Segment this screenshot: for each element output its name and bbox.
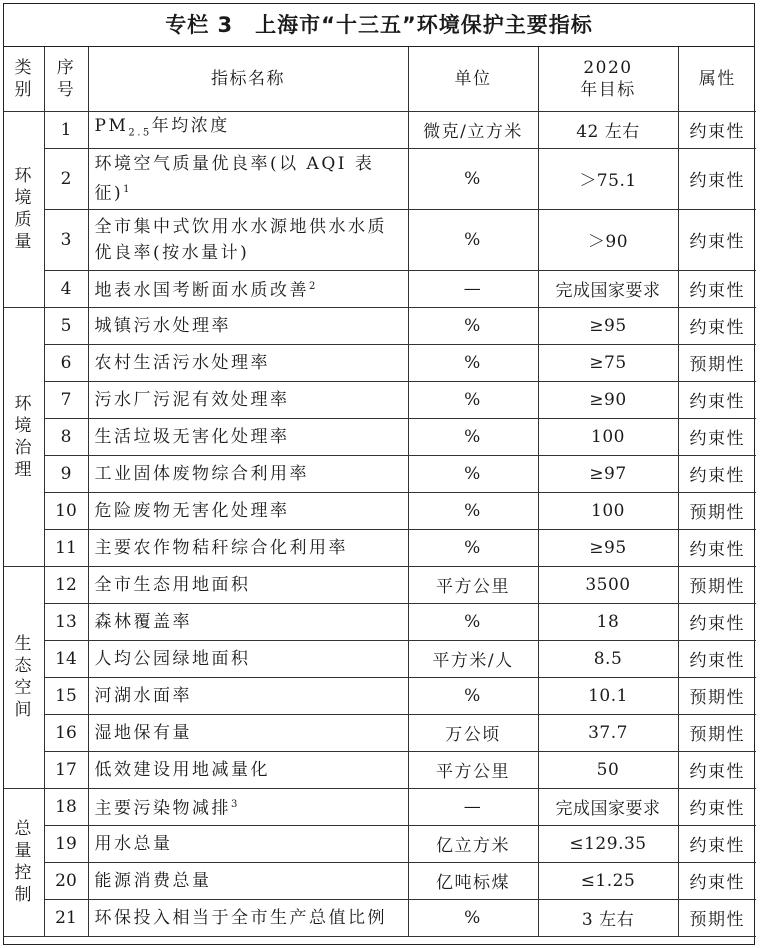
row-name: 工业固体废物综合利用率	[88, 455, 408, 492]
panel-title: 专栏 3 上海市“十三五”环境保护主要指标	[4, 4, 754, 47]
row-target: 18	[538, 603, 678, 640]
table-row	[4, 307, 756, 344]
row-name: 低效建设用地减量化	[88, 751, 408, 788]
row-attribute: 约束性	[678, 455, 756, 492]
row-attribute: 预期性	[678, 677, 756, 714]
row-target: 37.7	[538, 714, 678, 751]
table-row	[4, 148, 756, 209]
row-name: 污水厂污泥有效处理率	[88, 381, 408, 418]
row-attribute: 预期性	[678, 899, 756, 936]
table-row	[4, 455, 756, 492]
row-index: 13	[44, 603, 88, 640]
table-row	[4, 344, 756, 381]
row-unit: 微克/立方米	[408, 111, 538, 148]
table-row	[4, 788, 756, 825]
header-target: 2020 年目标	[538, 47, 678, 111]
row-index: 11	[44, 529, 88, 566]
row-unit: %	[408, 455, 538, 492]
table-row	[4, 529, 756, 566]
row-name: 城镇污水处理率	[88, 307, 408, 344]
row-attribute: 约束性	[678, 529, 756, 566]
row-attribute: 约束性	[678, 209, 756, 270]
row-index: 21	[44, 899, 88, 936]
row-target: ≥97	[538, 455, 678, 492]
row-name: 主要污染物减排$^3$	[88, 788, 408, 825]
row-target: ＞75.1	[538, 148, 678, 209]
row-target: 完成国家要求	[538, 788, 678, 825]
row-unit: %	[408, 529, 538, 566]
row-index: 10	[44, 492, 88, 529]
row-target: 10.1	[538, 677, 678, 714]
row-attribute: 约束性	[678, 603, 756, 640]
category-env-quality: 环境质量	[4, 111, 44, 307]
header-unit: 单位	[408, 47, 538, 111]
row-index: 2	[44, 148, 88, 209]
row-unit: %	[408, 344, 538, 381]
row-index: 7	[44, 381, 88, 418]
category-eco-space: 生态空间	[4, 566, 44, 788]
row-name: 全市集中式饮用水水源地供水水质优良率(按水量计)	[88, 209, 408, 270]
row-unit: 平方公里	[408, 566, 538, 603]
header-row	[4, 47, 756, 111]
row-unit: %	[408, 418, 538, 455]
table-row	[4, 862, 756, 899]
row-unit: 万公顷	[408, 714, 538, 751]
row-unit: %	[408, 899, 538, 936]
row-target: ≥95	[538, 307, 678, 344]
row-target: 100	[538, 492, 678, 529]
row-name: 农村生活污水处理率	[88, 344, 408, 381]
row-index: 16	[44, 714, 88, 751]
table-row	[4, 111, 756, 148]
row-name: 用水总量	[88, 825, 408, 862]
row-unit: —	[408, 788, 538, 825]
table-row	[4, 825, 756, 862]
indicator-panel	[3, 3, 755, 945]
row-target: ≥75	[538, 344, 678, 381]
row-index: 19	[44, 825, 88, 862]
row-unit: %	[408, 307, 538, 344]
header-attribute: 属性	[678, 47, 756, 111]
row-unit: %	[408, 677, 538, 714]
row-target: ≥95	[538, 529, 678, 566]
row-unit: %	[408, 381, 538, 418]
table-row	[4, 603, 756, 640]
row-index: 15	[44, 677, 88, 714]
row-index: 1	[44, 111, 88, 148]
table-bottom-margin	[4, 937, 754, 944]
row-index: 8	[44, 418, 88, 455]
row-unit: %	[408, 603, 538, 640]
row-unit: %	[408, 492, 538, 529]
indicator-table	[4, 47, 756, 937]
table-row	[4, 270, 756, 307]
row-attribute: 预期性	[678, 566, 756, 603]
header-name: 指标名称	[88, 47, 408, 111]
table-row	[4, 418, 756, 455]
row-target: ≤1.25	[538, 862, 678, 899]
row-target: 完成国家要求	[538, 270, 678, 307]
row-index: 18	[44, 788, 88, 825]
table-row	[4, 209, 756, 270]
row-name: $PM_{2.5}$年均浓度	[88, 111, 408, 148]
row-unit: 亿吨标煤	[408, 862, 538, 899]
row-index: 20	[44, 862, 88, 899]
table-row	[4, 751, 756, 788]
row-attribute: 约束性	[678, 751, 756, 788]
row-attribute: 约束性	[678, 270, 756, 307]
row-target: 50	[538, 751, 678, 788]
row-unit: %	[408, 209, 538, 270]
table-row	[4, 640, 756, 677]
row-name: 主要农作物秸秆综合化利用率	[88, 529, 408, 566]
row-attribute: 预期性	[678, 714, 756, 751]
row-attribute: 约束性	[678, 418, 756, 455]
row-attribute: 预期性	[678, 492, 756, 529]
row-name: 河湖水面率	[88, 677, 408, 714]
row-unit: 平方公里	[408, 751, 538, 788]
row-attribute: 约束性	[678, 862, 756, 899]
table-row	[4, 899, 756, 936]
row-unit: 亿立方米	[408, 825, 538, 862]
row-target: 42 左右	[538, 111, 678, 148]
row-name: 环境空气质量优良率(以 AQI 表征)$^1$	[88, 148, 408, 209]
row-index: 17	[44, 751, 88, 788]
row-index: 5	[44, 307, 88, 344]
row-unit: 平方米/人	[408, 640, 538, 677]
row-name: 湿地保有量	[88, 714, 408, 751]
row-name: 能源消费总量	[88, 862, 408, 899]
header-index: 序号	[44, 47, 88, 111]
row-target: ≥90	[538, 381, 678, 418]
row-name: 森林覆盖率	[88, 603, 408, 640]
row-index: 14	[44, 640, 88, 677]
row-attribute: 约束性	[678, 825, 756, 862]
row-attribute: 约束性	[678, 640, 756, 677]
row-name: 全市生态用地面积	[88, 566, 408, 603]
row-unit: —	[408, 270, 538, 307]
row-unit: %	[408, 148, 538, 209]
row-attribute: 预期性	[678, 344, 756, 381]
row-target: ≤129.35	[538, 825, 678, 862]
row-name: 环保投入相当于全市生产总值比例	[88, 899, 408, 936]
row-index: 6	[44, 344, 88, 381]
row-name: 危险废物无害化处理率	[88, 492, 408, 529]
row-index: 12	[44, 566, 88, 603]
category-total-control: 总量控制	[4, 788, 44, 936]
row-target: 100	[538, 418, 678, 455]
table-row	[4, 566, 756, 603]
row-attribute: 约束性	[678, 788, 756, 825]
table-row	[4, 492, 756, 529]
row-target: 3 左右	[538, 899, 678, 936]
row-name: 人均公园绿地面积	[88, 640, 408, 677]
row-attribute: 约束性	[678, 111, 756, 148]
row-index: 4	[44, 270, 88, 307]
row-attribute: 约束性	[678, 307, 756, 344]
row-target: ＞90	[538, 209, 678, 270]
table-row	[4, 381, 756, 418]
row-name: 生活垃圾无害化处理率	[88, 418, 408, 455]
header-category: 类别	[4, 47, 44, 111]
category-env-governance: 环境治理	[4, 307, 44, 566]
row-attribute: 约束性	[678, 381, 756, 418]
row-attribute: 约束性	[678, 148, 756, 209]
table-row	[4, 714, 756, 751]
row-target: 3500	[538, 566, 678, 603]
row-name: 地表水国考断面水质改善$^2$	[88, 270, 408, 307]
row-index: 3	[44, 209, 88, 270]
table-row	[4, 677, 756, 714]
row-index: 9	[44, 455, 88, 492]
row-target: 8.5	[538, 640, 678, 677]
